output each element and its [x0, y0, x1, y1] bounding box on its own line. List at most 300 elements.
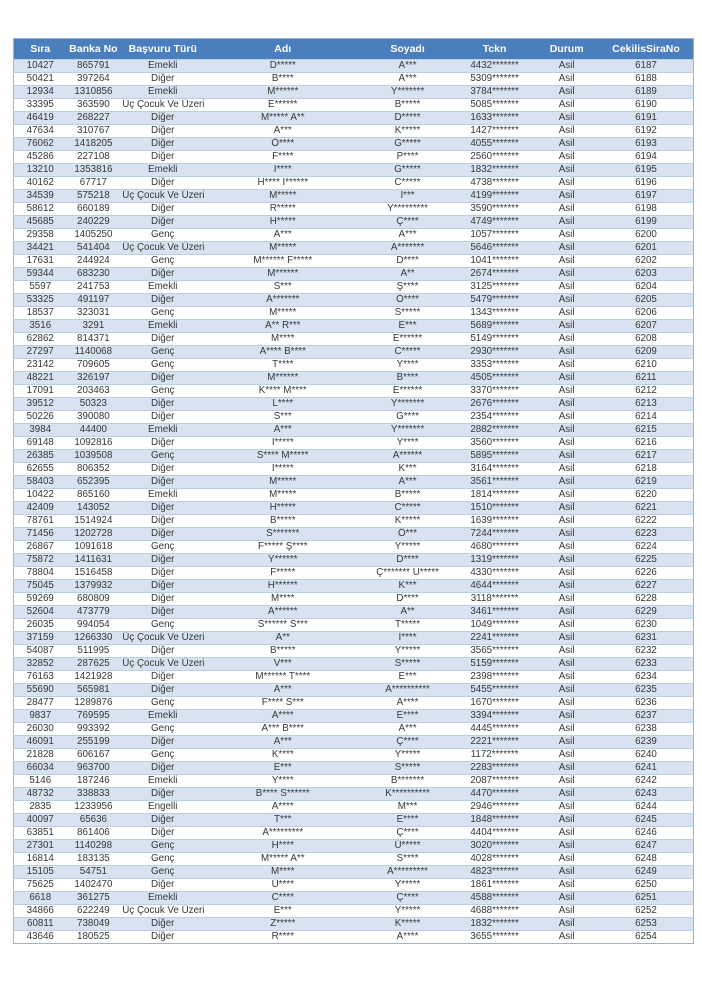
- cell-tckn: 1639*******: [455, 515, 535, 528]
- cell-adi: H**** İ******: [205, 177, 360, 190]
- cell-durum: Asil: [534, 515, 599, 528]
- cell-soyadi: K*****: [360, 125, 455, 138]
- cell-banka_no: 50323: [67, 398, 121, 411]
- cell-basvuru_turu: Diğer: [120, 645, 205, 658]
- cell-cekilis_sira_no: 6231: [599, 632, 694, 645]
- cell-banka_no: 1411631: [67, 554, 121, 567]
- cell-sira: 32852: [14, 658, 67, 671]
- cell-adi: A***: [205, 424, 360, 437]
- cell-sira: 53325: [14, 294, 67, 307]
- cell-adi: M*****: [205, 307, 360, 320]
- cell-cekilis_sira_no: 6220: [599, 489, 694, 502]
- cell-soyadi: Y*****: [360, 749, 455, 762]
- cell-soyadi: A***: [360, 476, 455, 489]
- cell-tckn: 3125*******: [455, 281, 535, 294]
- cell-soyadi: İ***: [360, 190, 455, 203]
- cell-tckn: 1319*******: [455, 554, 535, 567]
- cell-adi: H****: [205, 840, 360, 853]
- cell-sira: 63851: [14, 827, 67, 840]
- cell-banka_no: 240229: [67, 216, 121, 229]
- cell-tckn: 1861*******: [455, 879, 535, 892]
- table-row: [14, 775, 694, 788]
- cell-sira: 18537: [14, 307, 67, 320]
- table-row: [14, 151, 694, 164]
- cell-durum: Asil: [534, 918, 599, 931]
- cell-adi: B*****: [205, 515, 360, 528]
- table-row: [14, 476, 694, 489]
- cell-banka_no: 511995: [67, 645, 121, 658]
- table-row: [14, 814, 694, 827]
- cell-adi: İ*****: [205, 463, 360, 476]
- cell-sira: 76062: [14, 138, 67, 151]
- cell-durum: Asil: [534, 112, 599, 125]
- cell-cekilis_sira_no: 6230: [599, 619, 694, 632]
- cell-tckn: 5309*******: [455, 73, 535, 86]
- cell-durum: Asil: [534, 840, 599, 853]
- table-row: [14, 853, 694, 866]
- cell-banka_no: 606167: [67, 749, 121, 762]
- cell-soyadi: A***: [360, 60, 455, 73]
- table-row: [14, 242, 694, 255]
- cell-tckn: 1832*******: [455, 164, 535, 177]
- cell-durum: Asil: [534, 99, 599, 112]
- cell-sira: 75872: [14, 554, 67, 567]
- cell-banka_no: 241753: [67, 281, 121, 294]
- cell-banka_no: 3291: [67, 320, 121, 333]
- cell-sira: 37159: [14, 632, 67, 645]
- table-row: [14, 840, 694, 853]
- cell-adi: F****: [205, 151, 360, 164]
- cell-sira: 15105: [14, 866, 67, 879]
- cell-adi: L****: [205, 398, 360, 411]
- cell-durum: Asil: [534, 554, 599, 567]
- cell-cekilis_sira_no: 6212: [599, 385, 694, 398]
- cell-basvuru_turu: Emekli: [120, 281, 205, 294]
- cell-sira: 71456: [14, 528, 67, 541]
- cell-basvuru_turu: Diğer: [120, 593, 205, 606]
- cell-soyadi: Y*****: [360, 645, 455, 658]
- cell-basvuru_turu: Diğer: [120, 112, 205, 125]
- cell-durum: Asil: [534, 333, 599, 346]
- cell-adi: M****: [205, 593, 360, 606]
- cell-soyadi: G*****: [360, 138, 455, 151]
- cell-banka_no: 1405250: [67, 229, 121, 242]
- table-row: [14, 892, 694, 905]
- cell-soyadi: A***: [360, 229, 455, 242]
- cell-soyadi: Ş****: [360, 281, 455, 294]
- cell-banka_no: 1039508: [67, 450, 121, 463]
- cell-durum: Asil: [534, 723, 599, 736]
- cell-cekilis_sira_no: 6194: [599, 151, 694, 164]
- cell-banka_no: 1289876: [67, 697, 121, 710]
- cell-durum: Asil: [534, 853, 599, 866]
- table-row: [14, 645, 694, 658]
- cell-basvuru_turu: Genç: [120, 840, 205, 853]
- cell-tckn: 1172*******: [455, 749, 535, 762]
- cell-tckn: 2560*******: [455, 151, 535, 164]
- cell-sira: 78804: [14, 567, 67, 580]
- cell-tckn: 2930*******: [455, 346, 535, 359]
- table-body: [14, 60, 694, 944]
- cell-basvuru_turu: Genç: [120, 385, 205, 398]
- cell-sira: 66034: [14, 762, 67, 775]
- cell-tckn: 7244*******: [455, 528, 535, 541]
- cell-basvuru_turu: Genç: [120, 853, 205, 866]
- cell-soyadi: K*****: [360, 918, 455, 931]
- cell-basvuru_turu: Üç Çocuk Ve Üzeri: [122, 99, 205, 110]
- cell-soyadi: K***: [360, 580, 455, 593]
- cell-cekilis_sira_no: 6243: [599, 788, 694, 801]
- cell-basvuru_turu: Genç: [120, 229, 205, 242]
- cell-soyadi: G****: [360, 411, 455, 424]
- cell-banka_no: 652395: [67, 476, 121, 489]
- cell-tckn: 1633*******: [455, 112, 535, 125]
- cell-cekilis_sira_no: 6241: [599, 762, 694, 775]
- cell-durum: Asil: [534, 385, 599, 398]
- cell-basvuru_turu: Emekli: [120, 489, 205, 502]
- cell-durum: Asil: [534, 593, 599, 606]
- cell-sira: 5597: [14, 281, 67, 294]
- cell-banka_no: 738049: [67, 918, 121, 931]
- cell-tckn: 4055*******: [455, 138, 535, 151]
- table-row: [14, 398, 694, 411]
- cell-adi: Ö****: [205, 138, 360, 151]
- cell-cekilis_sira_no: 6197: [599, 190, 694, 203]
- cell-banka_no: 310767: [67, 125, 121, 138]
- column-header-soyadi: Soyadı: [360, 39, 455, 60]
- table-row: [14, 593, 694, 606]
- cell-adi: T***: [205, 814, 360, 827]
- cell-sira: 58403: [14, 476, 67, 489]
- cell-sira: 34539: [14, 190, 67, 203]
- cell-adi: B****: [205, 73, 360, 86]
- cell-adi: M****** F*****: [205, 255, 360, 268]
- cell-basvuru_turu: Genç: [120, 307, 205, 320]
- cell-soyadi: D****: [360, 554, 455, 567]
- cell-durum: Asil: [534, 281, 599, 294]
- cell-banka_no: 67717: [67, 177, 121, 190]
- cell-tckn: 1343*******: [455, 307, 535, 320]
- cell-adi: K**** M****: [205, 385, 360, 398]
- cell-tckn: 5455*******: [455, 684, 535, 697]
- cell-banka_no: 227108: [67, 151, 121, 164]
- cell-durum: Asil: [534, 619, 599, 632]
- cell-basvuru_turu: Diğer: [120, 827, 205, 840]
- cell-durum: Asil: [534, 203, 599, 216]
- cell-durum: Asil: [534, 138, 599, 151]
- cell-basvuru_turu: Genç: [120, 450, 205, 463]
- table-row: [14, 73, 694, 86]
- cell-banka_no: 806352: [67, 463, 121, 476]
- cell-sira: 52604: [14, 606, 67, 619]
- cell-soyadi: Y*******: [360, 424, 455, 437]
- table-row: [14, 320, 694, 333]
- cell-sira: 10427: [14, 60, 67, 73]
- cell-banka_no: 361275: [67, 892, 121, 905]
- cell-basvuru_turu: Diğer: [120, 580, 205, 593]
- cell-soyadi: E***: [360, 320, 455, 333]
- cell-basvuru_turu: Üç Çocuk Ve Üzeri: [122, 632, 205, 643]
- cell-cekilis_sira_no: 6229: [599, 606, 694, 619]
- cell-adi: M****** T****: [205, 671, 360, 684]
- cell-durum: Asil: [534, 710, 599, 723]
- cell-adi: H******: [205, 580, 360, 593]
- cell-basvuru_turu: Diğer: [120, 671, 205, 684]
- cell-adi: V***: [205, 658, 360, 671]
- cell-durum: Asil: [534, 177, 599, 190]
- cell-basvuru_turu: Diğer: [120, 294, 205, 307]
- table-row: [14, 411, 694, 424]
- cell-adi: M*****: [205, 476, 360, 489]
- cell-soyadi: Y*********: [360, 203, 455, 216]
- cell-tckn: 5149*******: [455, 333, 535, 346]
- cell-banka_no: 65636: [67, 814, 121, 827]
- cell-basvuru_turu: Diğer: [120, 216, 205, 229]
- cell-sira: 2835: [14, 801, 67, 814]
- table-row: [14, 827, 694, 840]
- cell-tckn: 4028*******: [455, 853, 535, 866]
- table-row: [14, 762, 694, 775]
- cell-soyadi: A****: [360, 931, 455, 944]
- cell-durum: Asil: [534, 190, 599, 203]
- cell-cekilis_sira_no: 6215: [599, 424, 694, 437]
- cell-banka_no: 1091618: [67, 541, 121, 554]
- cell-adi: A*********: [205, 827, 360, 840]
- cell-banka_no: 709605: [67, 359, 121, 372]
- cell-tckn: 5646*******: [455, 242, 535, 255]
- cell-banka_no: 187246: [67, 775, 121, 788]
- cell-tckn: 5895*******: [455, 450, 535, 463]
- cell-durum: Asil: [534, 645, 599, 658]
- cell-tckn: 2354*******: [455, 411, 535, 424]
- cell-tckn: 1670*******: [455, 697, 535, 710]
- cell-basvuru_turu: Genç: [120, 619, 205, 632]
- cell-banka_no: 1514924: [67, 515, 121, 528]
- table-row: [14, 502, 694, 515]
- cell-banka_no: 268227: [67, 112, 121, 125]
- cell-basvuru_turu: Diğer: [120, 554, 205, 567]
- cell-banka_no: 1379932: [67, 580, 121, 593]
- cell-adi: A***: [205, 736, 360, 749]
- cell-basvuru_turu: Üç Çocuk Ve Üzeri: [122, 242, 205, 253]
- cell-sira: 60811: [14, 918, 67, 931]
- cell-durum: Asil: [534, 346, 599, 359]
- cell-sira: 42409: [14, 502, 67, 515]
- cell-tckn: 2221*******: [455, 736, 535, 749]
- cell-basvuru_turu: Emekli: [120, 86, 205, 99]
- table-row: [14, 905, 694, 918]
- cell-basvuru_turu: Diğer: [120, 567, 205, 580]
- table-row: [14, 723, 694, 736]
- cell-banka_no: 491197: [67, 294, 121, 307]
- cell-banka_no: 963700: [67, 762, 121, 775]
- cell-banka_no: 994054: [67, 619, 121, 632]
- cell-adi: M******: [205, 268, 360, 281]
- cell-soyadi: C*****: [360, 346, 455, 359]
- cell-cekilis_sira_no: 6198: [599, 203, 694, 216]
- table-row: [14, 580, 694, 593]
- cell-durum: Asil: [534, 424, 599, 437]
- cell-sira: 47634: [14, 125, 67, 138]
- cell-adi: S***: [205, 411, 360, 424]
- column-header-adi: Adı: [205, 39, 360, 60]
- cell-adi: K****: [205, 749, 360, 762]
- cell-tckn: 1814*******: [455, 489, 535, 502]
- cell-basvuru_turu: Genç: [120, 723, 205, 736]
- cell-basvuru_turu: Diğer: [120, 398, 205, 411]
- cell-adi: F***** Ş****: [205, 541, 360, 554]
- cell-tckn: 5479*******: [455, 294, 535, 307]
- cell-durum: Asil: [534, 879, 599, 892]
- table-row: [14, 632, 694, 645]
- cell-adi: E***: [205, 905, 360, 918]
- cell-basvuru_turu: Üç Çocuk Ve Üzeri: [122, 905, 205, 916]
- cell-adi: Y******: [205, 554, 360, 567]
- cell-banka_no: 565981: [67, 684, 121, 697]
- cell-tckn: 3561*******: [455, 476, 535, 489]
- cell-soyadi: D*****: [360, 112, 455, 125]
- table-header-row: [14, 39, 694, 60]
- cell-tckn: 3394*******: [455, 710, 535, 723]
- cell-tckn: 3461*******: [455, 606, 535, 619]
- cell-adi: Ü****: [205, 879, 360, 892]
- cell-cekilis_sira_no: 6199: [599, 216, 694, 229]
- cell-adi: R****: [205, 931, 360, 944]
- cell-cekilis_sira_no: 6225: [599, 554, 694, 567]
- cell-cekilis_sira_no: 6191: [599, 112, 694, 125]
- cell-durum: Asil: [534, 892, 599, 905]
- cell-adi: B**** S******: [205, 788, 360, 801]
- cell-basvuru_turu: Engelli: [120, 801, 205, 814]
- cell-tckn: 3560*******: [455, 437, 535, 450]
- cell-durum: Asil: [534, 671, 599, 684]
- cell-soyadi: Ö***: [360, 528, 455, 541]
- cell-cekilis_sira_no: 6202: [599, 255, 694, 268]
- cell-tckn: 4749*******: [455, 216, 535, 229]
- cell-sira: 12934: [14, 86, 67, 99]
- table-row: [14, 866, 694, 879]
- cell-durum: Asil: [534, 489, 599, 502]
- cell-sira: 69148: [14, 437, 67, 450]
- cell-tckn: 1832*******: [455, 918, 535, 931]
- cell-sira: 59344: [14, 268, 67, 281]
- cell-basvuru_turu: Diğer: [120, 151, 205, 164]
- table-row: [14, 801, 694, 814]
- table-row: [14, 606, 694, 619]
- cell-basvuru_turu: Üç Çocuk Ve Üzeri: [122, 658, 205, 669]
- table-row: [14, 138, 694, 151]
- table-row: [14, 658, 694, 671]
- cell-soyadi: Ç****: [360, 216, 455, 229]
- cell-sira: 13210: [14, 164, 67, 177]
- cell-soyadi: B*****: [360, 489, 455, 502]
- cell-durum: Asil: [534, 398, 599, 411]
- cell-basvuru_turu: Emekli: [120, 60, 205, 73]
- cell-banka_no: 660189: [67, 203, 121, 216]
- cell-durum: Asil: [534, 749, 599, 762]
- cell-cekilis_sira_no: 6207: [599, 320, 694, 333]
- cell-durum: Asil: [534, 294, 599, 307]
- cell-banka_no: 575218: [67, 190, 121, 203]
- cell-adi: A***: [205, 125, 360, 138]
- cell-tckn: 2241*******: [455, 632, 535, 645]
- cell-durum: Asil: [534, 268, 599, 281]
- cell-tckn: 4445*******: [455, 723, 535, 736]
- cell-tckn: 4404*******: [455, 827, 535, 840]
- cell-adi: A***: [205, 684, 360, 697]
- cell-tckn: 2283*******: [455, 762, 535, 775]
- cell-tckn: 1427*******: [455, 125, 535, 138]
- cell-sira: 26385: [14, 450, 67, 463]
- cell-durum: Asil: [534, 528, 599, 541]
- cell-tckn: 4199*******: [455, 190, 535, 203]
- cell-soyadi: K**********: [360, 788, 455, 801]
- cell-tckn: 1510*******: [455, 502, 535, 515]
- cell-sira: 21828: [14, 749, 67, 762]
- cell-tckn: 3565*******: [455, 645, 535, 658]
- cell-tckn: 3020*******: [455, 840, 535, 853]
- cell-banka_no: 44400: [67, 424, 121, 437]
- cell-soyadi: T*****: [360, 619, 455, 632]
- cell-durum: Asil: [534, 437, 599, 450]
- cell-durum: Asil: [534, 931, 599, 944]
- cell-soyadi: D****: [360, 593, 455, 606]
- cell-durum: Asil: [534, 905, 599, 918]
- cell-durum: Asil: [534, 606, 599, 619]
- table-row: [14, 554, 694, 567]
- cell-durum: Asil: [534, 775, 599, 788]
- table-row: [14, 541, 694, 554]
- cell-basvuru_turu: Diğer: [120, 684, 205, 697]
- cell-basvuru_turu: Diğer: [120, 515, 205, 528]
- cell-basvuru_turu: Emekli: [120, 320, 205, 333]
- table-row: [14, 684, 694, 697]
- cell-soyadi: Y*****: [360, 541, 455, 554]
- cell-adi: A*** B****: [205, 723, 360, 736]
- cell-soyadi: K***: [360, 463, 455, 476]
- cell-soyadi: E****: [360, 814, 455, 827]
- cell-soyadi: D****: [360, 255, 455, 268]
- cell-tckn: 3353*******: [455, 359, 535, 372]
- cell-adi: H*****: [205, 502, 360, 515]
- cell-soyadi: B*****: [360, 99, 455, 112]
- cell-durum: Asil: [534, 229, 599, 242]
- cell-soyadi: C*****: [360, 177, 455, 190]
- cell-banka_no: 1092816: [67, 437, 121, 450]
- cell-durum: Asil: [534, 580, 599, 593]
- cell-basvuru_turu: Diğer: [120, 918, 205, 931]
- cell-sira: 75045: [14, 580, 67, 593]
- cell-tckn: 3784*******: [455, 86, 535, 99]
- table-row: [14, 736, 694, 749]
- cell-cekilis_sira_no: 6251: [599, 892, 694, 905]
- cell-cekilis_sira_no: 6248: [599, 853, 694, 866]
- cell-durum: Asil: [534, 567, 599, 580]
- cell-tckn: 3370*******: [455, 385, 535, 398]
- cell-basvuru_turu: Genç: [120, 346, 205, 359]
- table-row: [14, 346, 694, 359]
- column-header-banka-no: Banka No: [67, 39, 121, 60]
- cell-sira: 26035: [14, 619, 67, 632]
- cell-durum: Asil: [534, 541, 599, 554]
- cell-tckn: 1057*******: [455, 229, 535, 242]
- cell-cekilis_sira_no: 6233: [599, 658, 694, 671]
- cell-banka_no: 1516458: [67, 567, 121, 580]
- cell-sira: 54087: [14, 645, 67, 658]
- cell-basvuru_turu: Emekli: [120, 710, 205, 723]
- cell-banka_no: 1418205: [67, 138, 121, 151]
- cell-durum: Asil: [534, 151, 599, 164]
